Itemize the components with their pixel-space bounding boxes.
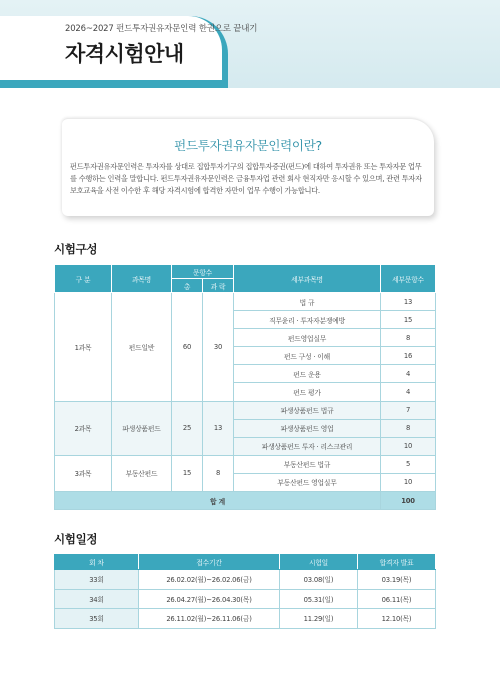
exam-date-cell: 05.31(일) (280, 589, 358, 609)
page-title: 자격시험안내 (65, 42, 184, 66)
course-cell: 파생상품펀드 (112, 401, 172, 455)
total-value: 100 (381, 492, 436, 510)
round-cell: 33회 (55, 570, 139, 590)
header-question-count: 문항수 (172, 265, 234, 279)
sub-course-cell: 부동산펀드 영업실무 (234, 473, 381, 491)
sub-count-cell: 15 (381, 311, 436, 329)
sub-course-cell: 직무윤리 · 투자자분쟁예방 (234, 311, 381, 329)
result-date-cell: 06.11(목) (358, 589, 436, 609)
round-cell: 35회 (55, 609, 139, 629)
intro-body: 펀드투자권유자문인력은 투자자를 상대로 집합투자기구의 집합투자증권(펀드)에 대하여 투자권유 또는 투자자문 업무를 수행하는 인력을 말합니다. 펀드투자권유자문인력은 금융투자업 관련 회사 현직자만 응시할 수 있으며, 관련 투자자보호교육을 사전 이수한 후 해당 자격시험에 합격한 자만이 업무 수행이 가능합니다. (70, 162, 422, 196)
cutoff-cell: 30 (203, 293, 234, 402)
exam-schedule-title: 시험일정 (54, 532, 98, 546)
registration-cell: 26.02.02(월)~26.02.06(금) (139, 570, 280, 590)
sub-count-cell: 5 (381, 455, 436, 473)
header-cutoff: 과 락 (203, 279, 234, 293)
header-division: 구 분 (55, 265, 112, 293)
result-date-cell: 03.19(목) (358, 570, 436, 590)
book-subtitle: 2026~2027 펀드투자권유자문인력 한권으로 끝내기 (65, 24, 258, 34)
header-course: 과목명 (112, 265, 172, 293)
division-cell: 1과목 (55, 293, 112, 402)
total-cell: 25 (172, 401, 203, 455)
sub-course-cell: 펀드 구성 · 이해 (234, 347, 381, 365)
registration-cell: 26.04.27(월)~26.04.30(목) (139, 589, 280, 609)
sub-count-cell: 10 (381, 437, 436, 455)
sub-count-cell: 7 (381, 401, 436, 419)
sub-course-cell: 펀드영업실무 (234, 329, 381, 347)
header-sub-course: 세부과목명 (234, 265, 381, 293)
registration-cell: 26.11.02(월)~26.11.06(금) (139, 609, 280, 629)
course-cell: 펀드일반 (112, 293, 172, 402)
sub-count-cell: 8 (381, 329, 436, 347)
exam-schedule-table (54, 554, 436, 629)
header-result-date: 합격자 발표 (358, 555, 436, 570)
header-round: 회 차 (55, 555, 139, 570)
sub-course-cell: 부동산펀드 법규 (234, 455, 381, 473)
sub-count-cell: 4 (381, 383, 436, 401)
sub-count-cell: 4 (381, 365, 436, 383)
table-row (55, 455, 436, 473)
sub-course-cell: 파생상품펀드 영업 (234, 419, 381, 437)
total-cell: 15 (172, 455, 203, 491)
round-cell: 34회 (55, 589, 139, 609)
table-row (55, 589, 436, 609)
intro-box (62, 118, 434, 216)
header-exam-date: 시험일 (280, 555, 358, 570)
header-registration: 접수기간 (139, 555, 280, 570)
table-row (55, 401, 436, 419)
cutoff-cell: 13 (203, 401, 234, 455)
header-sub-count: 세부문항수 (381, 265, 436, 293)
result-date-cell: 12.10(목) (358, 609, 436, 629)
course-cell: 부동산펀드 (112, 455, 172, 491)
total-label: 합 계 (55, 492, 381, 510)
sub-course-cell: 법 규 (234, 293, 381, 311)
sub-count-cell: 13 (381, 293, 436, 311)
sub-course-cell: 파생상품펀드 투자 · 리스크관리 (234, 437, 381, 455)
exam-date-cell: 03.08(일) (280, 570, 358, 590)
table-row (55, 609, 436, 629)
intro-title: 펀드투자권유자문인력이란? (174, 138, 322, 153)
header-total: 총 (172, 279, 203, 293)
sub-course-cell: 펀드 운용 (234, 365, 381, 383)
sub-course-cell: 파생상품펀드 법규 (234, 401, 381, 419)
sub-count-cell: 16 (381, 347, 436, 365)
total-cell: 60 (172, 293, 203, 402)
cutoff-cell: 8 (203, 455, 234, 491)
division-cell: 2과목 (55, 401, 112, 455)
table-row (55, 570, 436, 590)
sub-count-cell: 8 (381, 419, 436, 437)
table-row (55, 293, 436, 311)
division-cell: 3과목 (55, 455, 112, 491)
exam-structure-title: 시험구성 (54, 242, 98, 256)
total-row (55, 492, 436, 510)
exam-structure-table (54, 264, 436, 510)
exam-date-cell: 11.29(일) (280, 609, 358, 629)
sub-count-cell: 10 (381, 473, 436, 491)
sub-course-cell: 펀드 평가 (234, 383, 381, 401)
